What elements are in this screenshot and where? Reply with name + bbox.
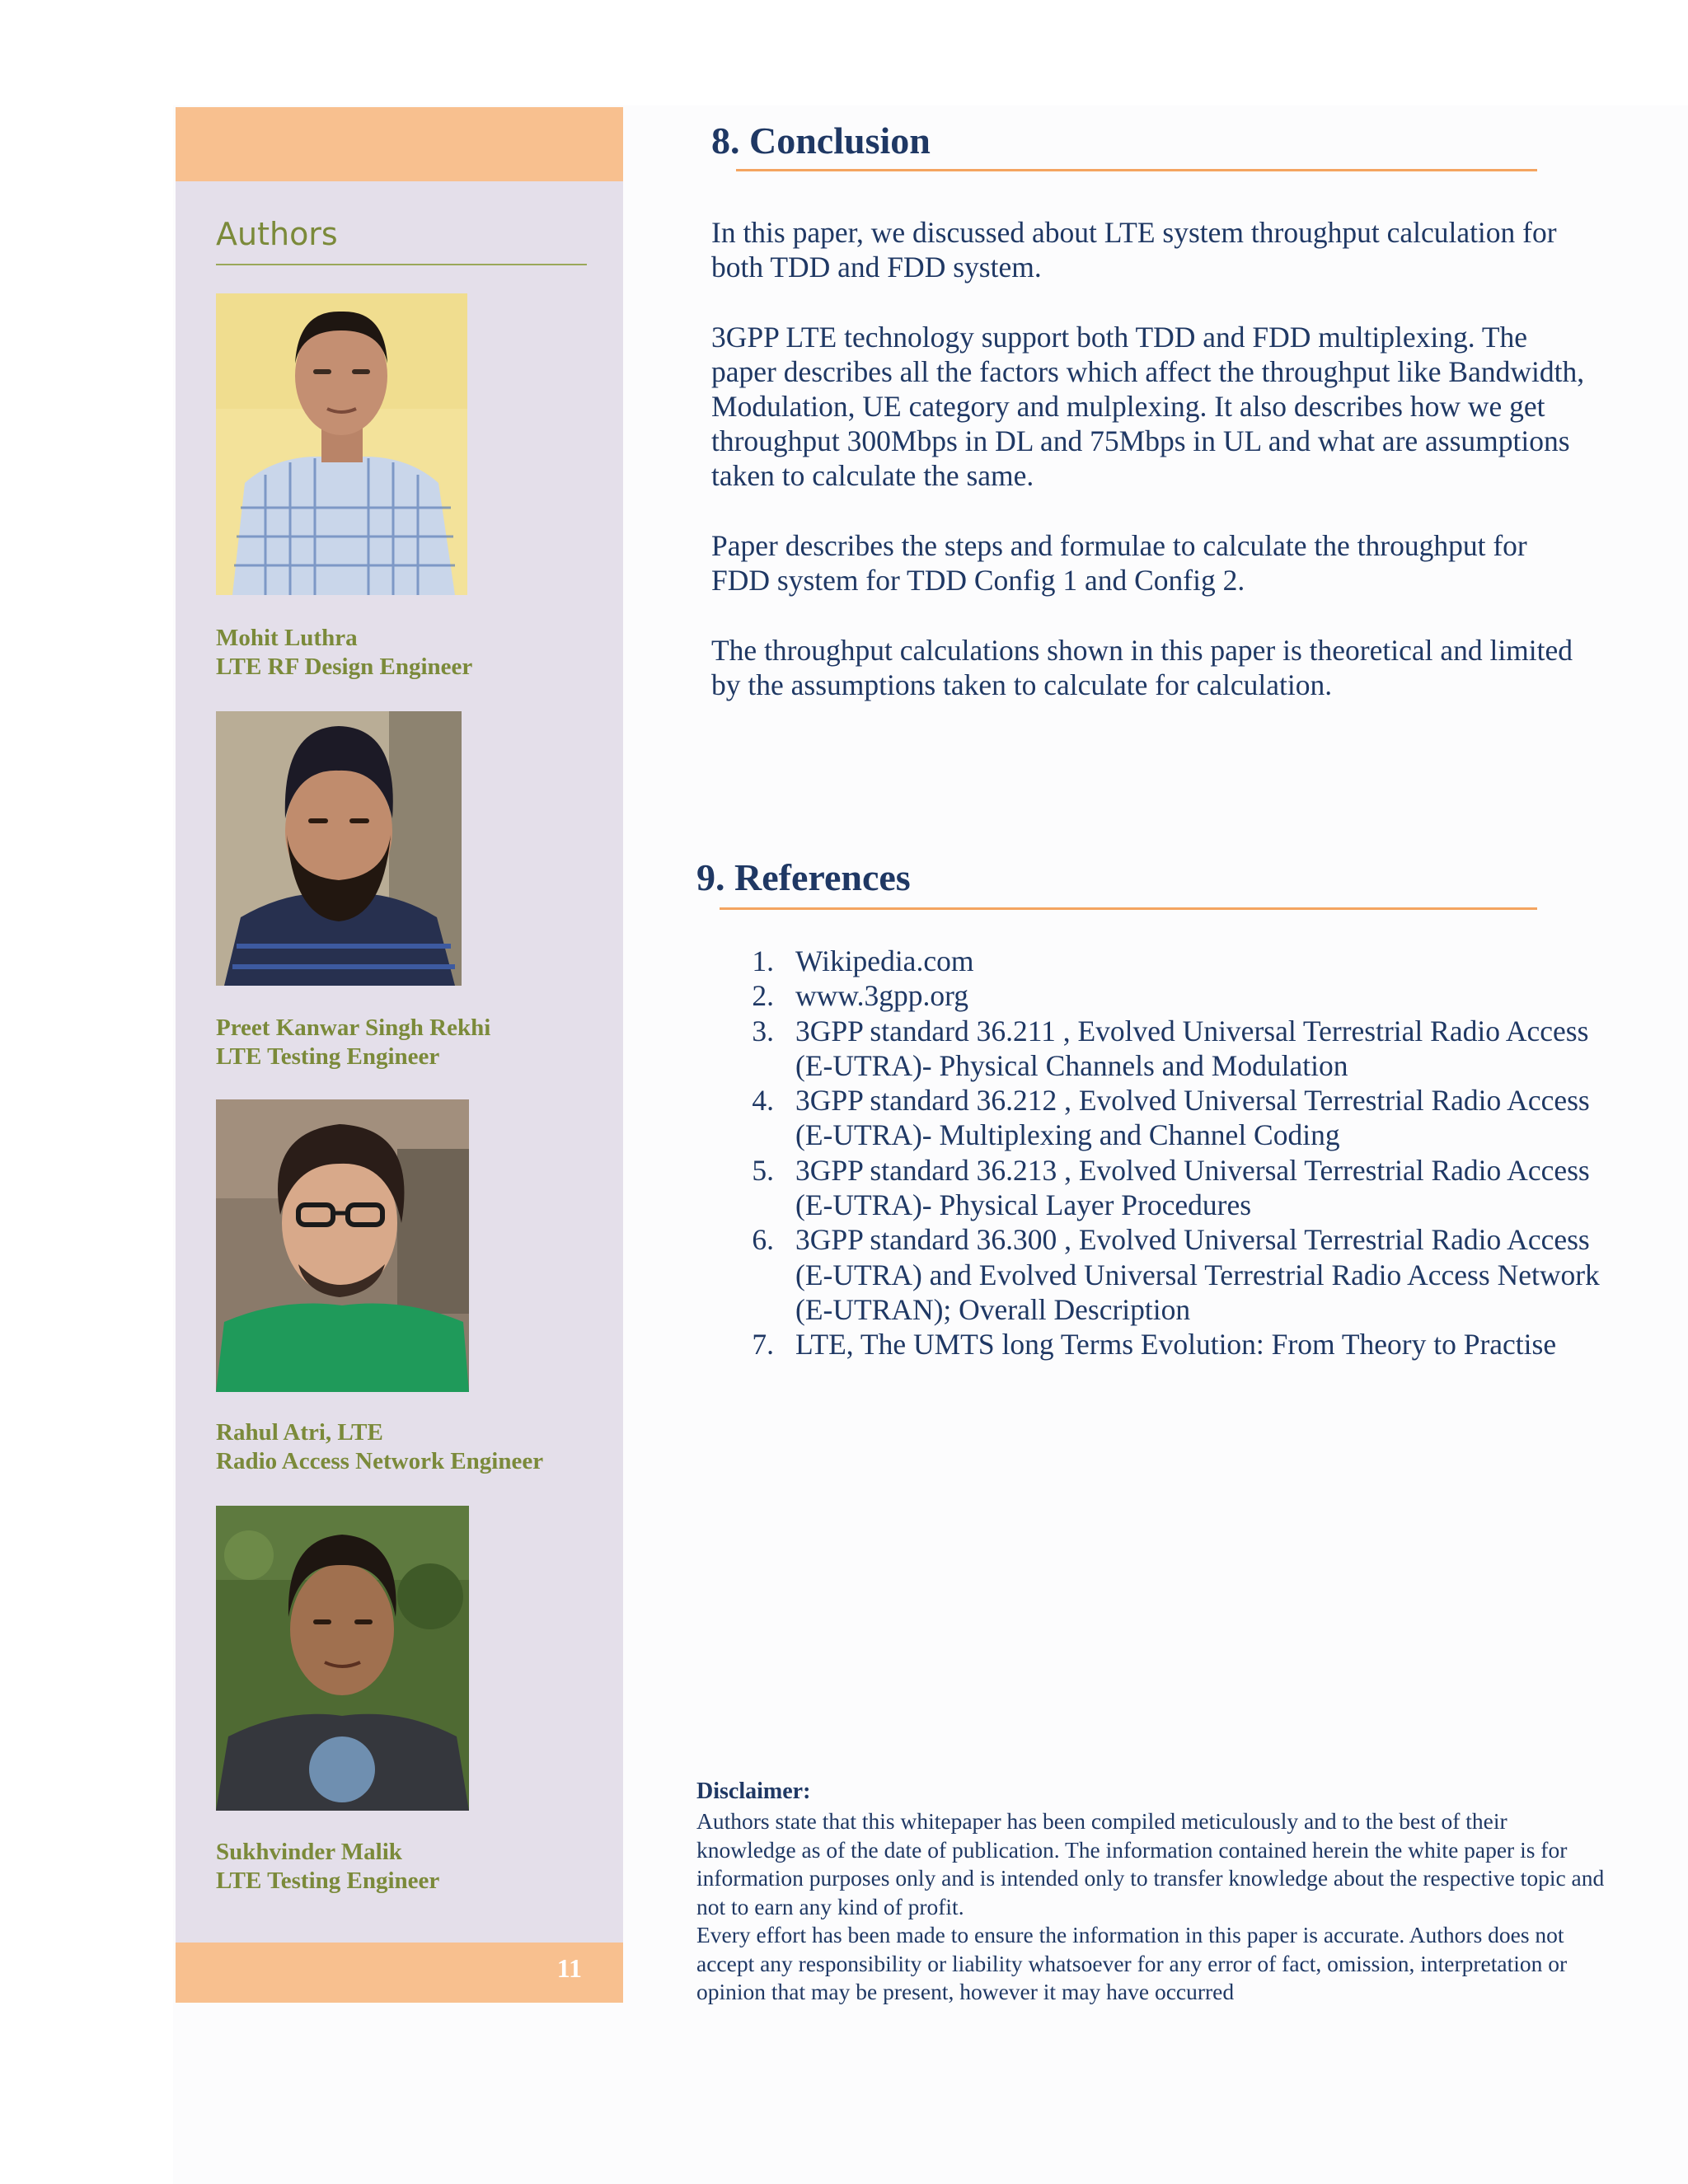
reference-item: [738, 944, 1611, 978]
reference-text: 3GPP standard 36.300 , Evolved Universal Terrestrial Radio Access (E-UTRA) and Evolved Universal Terrestrial Radio Access Network (E-UTRAN); Overall Description: [795, 1223, 1600, 1326]
author-role: Radio Access Network Engineer: [216, 1448, 544, 1474]
reference-item: [738, 978, 1611, 1013]
conclusion-paragraph: Paper describes the steps and formulae to calculate the throughput for FDD system for TDD Config 1 and Config 2.: [711, 529, 1527, 597]
author-role: LTE Testing Engineer: [216, 1868, 440, 1894]
reference-number: 7.: [752, 1328, 774, 1361]
disclaimer-paragraph: Authors state that this whitepaper has been compiled meticulously and to the best of their knowledge as of the date of publication. The information contained herein the white paper is for information purposes only and is intended only to transfer knowledge about the respective topic and not to earn any kind of profit.: [696, 1808, 1605, 1919]
author-photo-rahul-atri: [216, 1099, 469, 1392]
authors-divider: [216, 264, 587, 265]
reference-item: [738, 1153, 1611, 1223]
reference-text: Wikipedia.com: [795, 944, 974, 977]
disclaimer-title: Disclaimer:: [696, 1779, 811, 1804]
conclusion-paragraph: The throughput calculations shown in this paper is theoretical and limited by the assumptions taken to calculate for calculation.: [711, 634, 1573, 701]
reference-number: 6.: [752, 1223, 774, 1257]
sidebar-bottom-band: [176, 1943, 623, 2003]
references-list: [738, 944, 1611, 1362]
reference-item: [738, 1014, 1611, 1084]
conclusion-heading: 8. Conclusion: [711, 120, 931, 162]
authors-sidebar: [176, 107, 623, 2003]
reference-item: [738, 1083, 1611, 1153]
page-number: 11: [556, 1953, 582, 1983]
author-photo-mohit-luthra: [216, 293, 467, 595]
reference-number: 3.: [752, 1014, 774, 1047]
conclusion-paragraph: 3GPP LTE technology support both TDD and FDD multiplexing. The paper describes all the factors which affect the throughput like Bandwidth, Modulation, UE category and mulplexing. It also describes how we get throughput 300Mbps in DL and 75Mbps in UL and what are assumptions taken to calculate the same.: [711, 321, 1585, 492]
references-underline: [720, 907, 1537, 910]
authors-heading: Authors: [216, 216, 338, 252]
reference-number: 5.: [752, 1153, 774, 1187]
disclaimer-paragraph: Every effort has been made to ensure the information in this paper is accurate. Authors does not accept any responsibility or liability whatsoever for any error of fact, omission, interpretation or opinion that may be present, however it may have occurred: [696, 1922, 1568, 2004]
author-name: Rahul Atri, LTE: [216, 1419, 383, 1446]
reference-text: www.3gpp.org: [795, 979, 969, 1013]
conclusion-paragraph: In this paper, we discussed about LTE system throughput calculation for both TDD and FDD system.: [711, 216, 1557, 284]
reference-item: [738, 1327, 1611, 1361]
reference-text: 3GPP standard 36.212 , Evolved Universal Terrestrial Radio Access (E-UTRA)- Multiplexing and Channel Coding: [795, 1084, 1590, 1152]
author-role: LTE RF Design Engineer: [216, 654, 473, 680]
disclaimer-body: [696, 1807, 1611, 2007]
reference-number: 4.: [752, 1084, 774, 1118]
author-name: Preet Kanwar Singh Rekhi: [216, 1015, 491, 1041]
author-name: Mohit Luthra: [216, 625, 358, 651]
reference-text: 3GPP standard 36.213 , Evolved Universal Terrestrial Radio Access (E-UTRA)- Physical Layer Procedures: [795, 1153, 1590, 1222]
reference-number: 2.: [752, 979, 774, 1013]
author-name: Sukhvinder Malik: [216, 1839, 402, 1865]
references-heading: 9. References: [696, 856, 911, 898]
conclusion-underline: [736, 169, 1537, 171]
reference-text: LTE, The UMTS long Terms Evolution: From Theory to Practise: [795, 1328, 1557, 1361]
sidebar-top-band: [176, 107, 623, 181]
reference-number: 1.: [752, 944, 774, 977]
author-role: LTE Testing Engineer: [216, 1043, 440, 1070]
reference-item: [738, 1222, 1611, 1327]
author-photo-sukhvinder-malik: [216, 1506, 469, 1811]
reference-text: 3GPP standard 36.211 , Evolved Universal Terrestrial Radio Access (E-UTRA)- Physical Channels and Modulation: [795, 1014, 1589, 1082]
author-photo-preet-kanwar-singh-rekhi: [216, 711, 462, 986]
